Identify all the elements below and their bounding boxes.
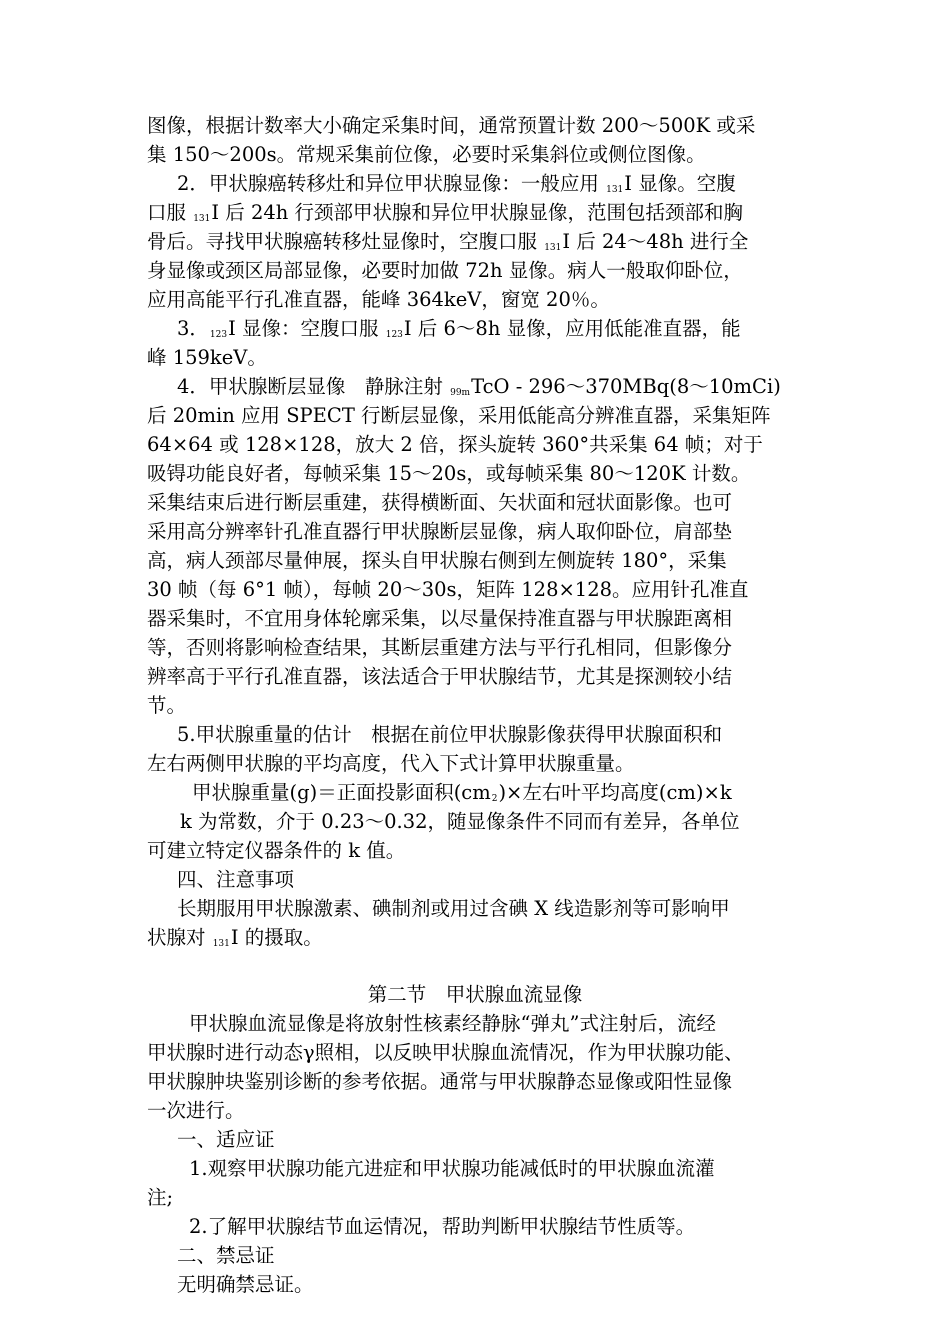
text-line: 注; <box>147 1186 174 1209</box>
text-line: 左右两侧甲状腺的平均高度，代入下式计算甲状腺重量。 <box>147 752 635 775</box>
text-line <box>192 783 732 803</box>
text-line: 1.观察甲状腺功能亢进症和甲状腺功能减低时的甲状腺血流灌 <box>189 1157 715 1180</box>
text-line: 甲状腺时进行动态γ照相，以反映甲状腺血流情况，作为甲状腺功能、 <box>147 1041 744 1064</box>
text-line: 辨率高于平行孔准直器，该法适合于甲状腺结节，尤其是探测较小结 <box>147 665 733 688</box>
text-line: 64×64 或 128×128，放大 2 倍，探头旋转 360°共采集 64 帧；对于 <box>147 433 763 456</box>
text-line: 长期服用甲状腺激素、碘制剂或用过含碘 X 线造影剂等可影响甲 <box>177 897 730 920</box>
text-line: 应用高能平行孔准直器，能峰 364keV，窗宽 20％。 <box>147 288 610 311</box>
isotope-subscript: 99m <box>450 388 471 398</box>
isotope-subscript: 2 <box>491 794 498 804</box>
text-line: 甲状腺肿块鉴别诊断的参考依据。通常与甲状腺静态显像或阳性显像 <box>147 1070 733 1093</box>
isotope-subscript: 123 <box>209 330 228 340</box>
text-line <box>147 232 748 252</box>
isotope-subscript: 131 <box>544 243 562 253</box>
text-segment: I 显像：空腹口服 <box>228 317 385 340</box>
text-line: 一次进行。 <box>147 1099 245 1122</box>
text-line: 四、注意事项 <box>177 868 295 891</box>
text-line: 等，否则将影响检查结果，其断层重建方法与平行孔相同，但影像分 <box>147 636 733 659</box>
text-segment: 2．甲状腺癌转移灶和异位甲状腺显像：一般应用 <box>177 172 606 195</box>
text-line: 身显像或颈区局部显像，必要时加做 72h 显像。病人一般取仰卧位， <box>147 259 743 282</box>
text-line: 二、禁忌证 <box>177 1244 275 1267</box>
text-segment: I 显像。空腹 <box>624 172 736 195</box>
text-segment: 口服 <box>147 201 193 224</box>
text-line: 可建立特定仪器条件的 k 值。 <box>147 839 406 862</box>
text-line: 甲状腺血流显像是将放射性核素经静脉“弹丸”式注射后，流经 <box>189 1012 716 1035</box>
text-line: 器采集时，不宜用身体轮廓采集，以尽量保持准直器与甲状腺距离相 <box>147 607 733 630</box>
text-line: 无明确禁忌证。 <box>177 1273 314 1296</box>
text-segment: )×左右叶平均高度(cm)×k <box>498 781 732 804</box>
text-line: 采用高分辨率针孔准直器行甲状腺断层显像，病人取仰卧位，肩部垫 <box>147 520 733 543</box>
text-line <box>147 203 743 223</box>
text-line: 节。 <box>147 694 187 717</box>
text-line: 采集结束后进行断层重建，获得横断面、矢状面和冠状面影像。也可 <box>147 491 733 514</box>
text-line: 图像，根据计数率大小确定采集时间，通常预置计数 200～500K 或采 <box>147 114 756 137</box>
text-segment: 甲状腺重量(g)＝正面投影面积(cm <box>192 781 491 804</box>
text-segment: 骨后。寻找甲状腺癌转移灶显像时，空腹口服 <box>147 230 544 253</box>
text-line <box>177 174 736 194</box>
text-line: 高，病人颈部尽量伸展，探头自甲状腺右侧到左侧旋转 180°，采集 <box>147 549 727 572</box>
text-segment: 状腺对 <box>147 926 212 949</box>
text-line: 吸锝功能良好者，每帧采集 15～20s，或每帧采集 80～120K 计数。 <box>147 462 751 485</box>
text-line: 30 帧（每 6°1 帧），每帧 20～30s，矩阵 128×128。应用针孔准直 <box>147 578 749 601</box>
text-segment: 3． <box>177 317 209 340</box>
text-line: 集 150～200s。常规采集前位像，必要时采集斜位或侧位图像。 <box>147 143 706 166</box>
text-segment: 4．甲状腺断层显像 静脉注射 <box>177 375 450 398</box>
text-segment: I 后 24h 行颈部甲状腺和异位甲状腺显像，范围包括颈部和胸 <box>211 201 744 224</box>
text-segment: I 的摄取。 <box>230 926 323 949</box>
text-line <box>177 377 781 397</box>
text-line: k 为常数，介于 0.23～0.32，随显像条件不同而有差异，各单位 <box>180 810 740 833</box>
text-line: 峰 159keV。 <box>147 346 267 369</box>
section-heading: 第二节 甲状腺血流显像 <box>367 983 583 1006</box>
isotope-subscript: 123 <box>385 330 403 340</box>
text-line: 2.了解甲状腺结节血运情况，帮助判断甲状腺结节性质等。 <box>189 1215 696 1238</box>
text-line <box>147 928 323 948</box>
isotope-subscript: 131 <box>212 939 230 949</box>
text-segment: I 后 6～8h 显像，应用低能准直器，能 <box>403 317 741 340</box>
text-line: 后 20min 应用 SPECT 行断层显像，采用低能高分辨准直器，采集矩阵 <box>147 404 771 427</box>
text-line: 一、适应证 <box>177 1128 275 1151</box>
isotope-subscript: 131 <box>606 185 624 195</box>
text-line <box>177 319 741 339</box>
text-segment: I 后 24～48h 进行全 <box>562 230 749 253</box>
isotope-subscript: 131 <box>193 214 211 224</box>
text-segment: TcO - 296～370MBq(8～10mCi) <box>471 375 781 398</box>
text-line: 5.甲状腺重量的估计 根据在前位甲状腺影像获得甲状腺面积和 <box>177 723 723 746</box>
